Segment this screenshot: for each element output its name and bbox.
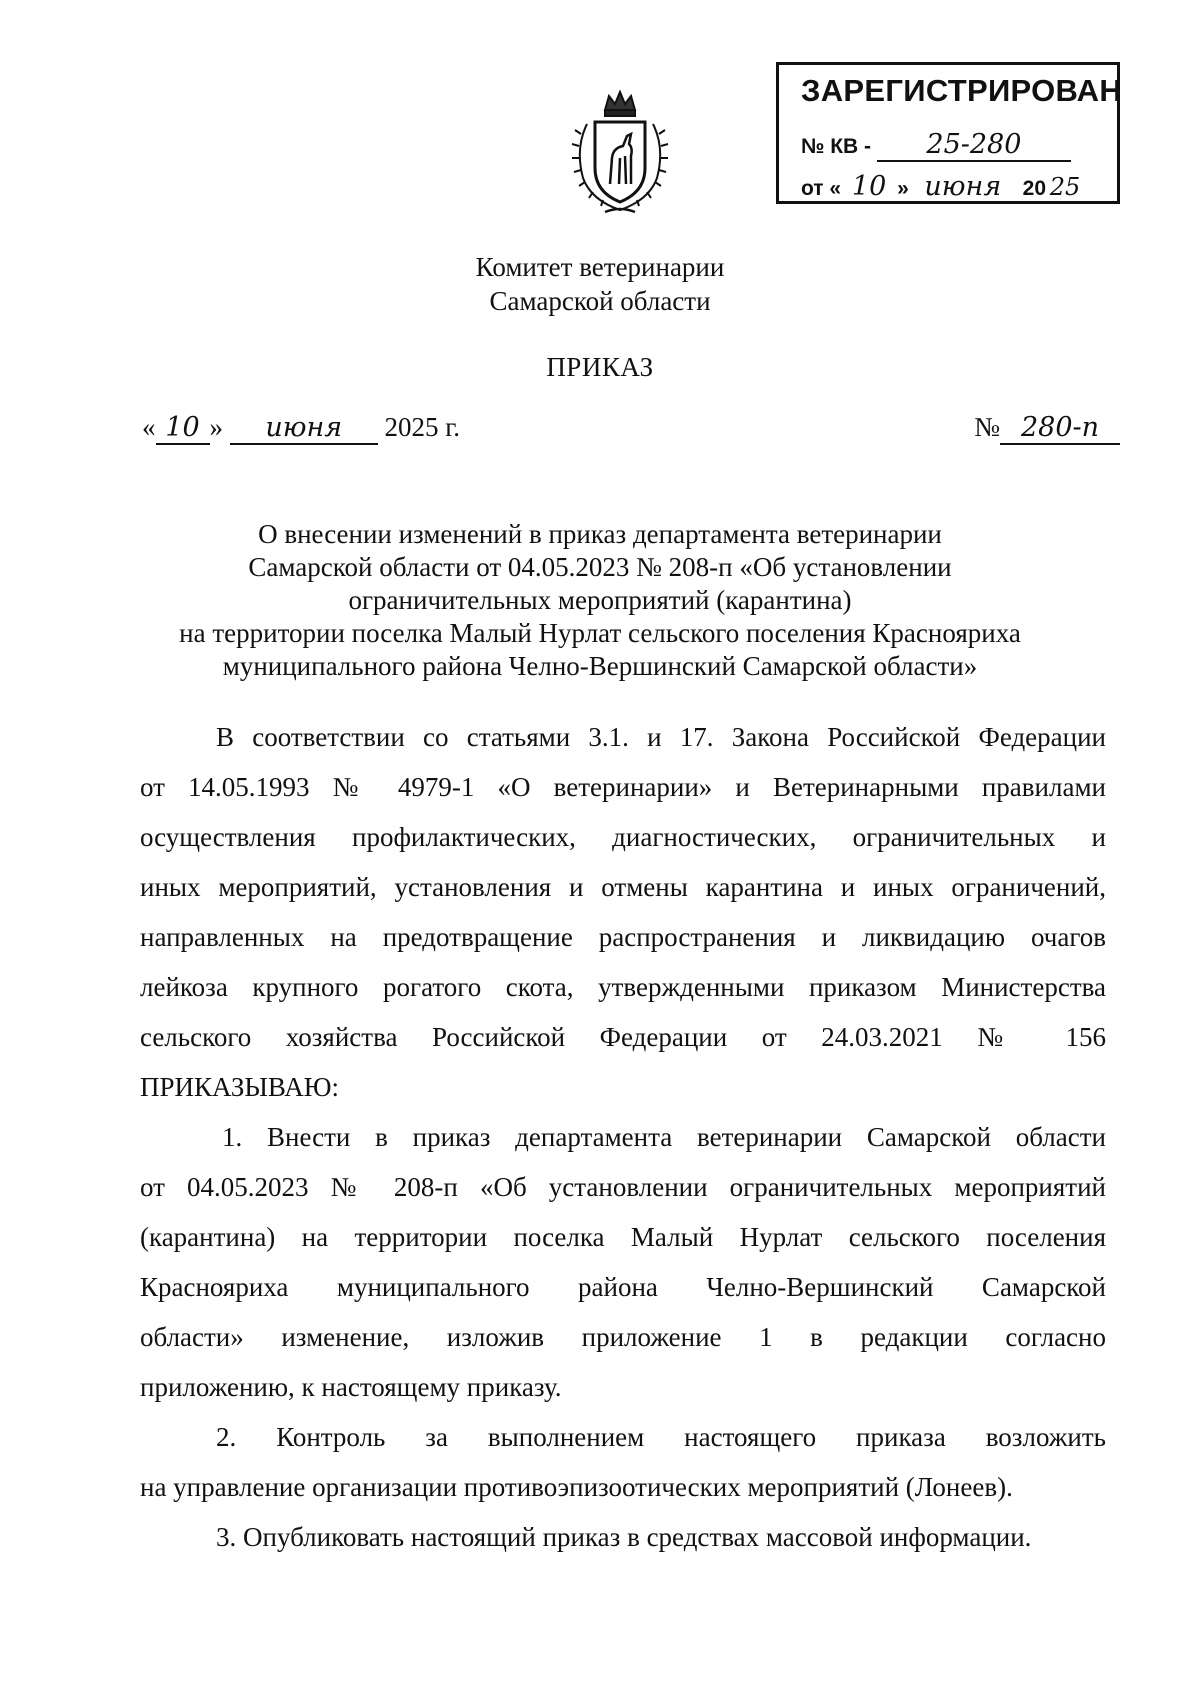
order-date-quote: » <box>209 412 223 442</box>
stamp-kv-number: 25-280 <box>926 129 1022 160</box>
order-command: ПРИКАЗЫВАЮ: <box>140 1072 339 1102</box>
title-line: муниципального района Челно-Вершинский Самарской области» <box>222 651 978 681</box>
body-line: В соответствии со статьями 3.1. и 17. Закона Российской Федерации <box>216 722 1106 752</box>
body-line: (карантина) на территории поселка Малый Нурлат сельского поселения <box>140 1222 1106 1252</box>
body-line: лейкоза крупного рогатого скота, утвержденными приказом Министерства <box>140 972 1106 1002</box>
body-line: приложению, к настоящему приказу. <box>140 1372 562 1402</box>
body-line: иных мероприятий, установления и отмены карантина и иных ограничений, <box>140 872 1106 902</box>
stamp-title: ЗАРЕГИСТРИРОВАН <box>801 73 1123 108</box>
order-number-prefix: № <box>974 412 1000 442</box>
order-number-value: 280-п <box>1020 412 1100 443</box>
order-number <box>974 412 1120 445</box>
order-date-month: июня <box>265 412 343 443</box>
order-item-2 <box>140 1412 1106 1512</box>
body-line: направленных на предотвращение распространения и ликвидацию очагов <box>140 922 1106 952</box>
order-item-3 <box>140 1512 1106 1562</box>
coat-of-arms-icon <box>565 88 675 218</box>
doc-type-heading: ПРИКАЗ <box>546 352 654 382</box>
stamp-date-year-suffix: 25 <box>1049 173 1081 201</box>
body-line: сельского хозяйства Российской Федерации от 24.03.2021 № 156 <box>140 1022 1106 1052</box>
body-line: области» изменение, изложив приложение 1 в редакции согласно <box>140 1322 1106 1352</box>
stamp-date-quote: » <box>897 177 909 200</box>
stamp-date-year-prefix: 20 <box>1022 177 1046 200</box>
order-item-1 <box>140 1112 1106 1412</box>
stamp-date-month: июня <box>924 171 1002 202</box>
order-date-year: 2025 г. <box>384 412 461 442</box>
stamp-kv-row <box>801 129 1071 162</box>
title-line: Самарской области от 04.05.2023 № 208-п «Об установлении <box>248 552 952 582</box>
title-line: на территории поселка Малый Нурлат сельского поселения Краснояриха <box>179 618 1021 648</box>
stamp-date-prefix: от « <box>801 177 842 200</box>
body-line: 3. Опубликовать настоящий приказ в средствах массовой информации. <box>216 1522 1032 1552</box>
order-title <box>120 518 1080 683</box>
stamp-date-day: 10 <box>851 171 887 202</box>
stamp-date-row <box>801 171 1084 204</box>
preamble-paragraph <box>140 712 1106 1112</box>
order-date-day: 10 <box>165 412 200 443</box>
title-line: О внесении изменений в приказ департамента ветеринарии <box>258 519 942 549</box>
registration-stamp <box>776 62 1123 204</box>
body-line: 1. Внести в приказ департамента ветеринарии Самарской области <box>222 1122 1106 1152</box>
body-line: от 04.05.2023 № 208-п «Об установлении ограничительных мероприятий <box>140 1172 1106 1202</box>
body-line: 2. Контроль за выполнением настоящего приказа возложить <box>216 1422 1106 1452</box>
order-date-open: « <box>142 412 156 442</box>
org-name-line1: Комитет ветеринарии <box>475 252 725 282</box>
title-line: ограничительных мероприятий (карантина) <box>348 585 852 615</box>
order-date <box>142 412 460 445</box>
org-name-line2: Самарской области <box>489 286 711 316</box>
body-line: осуществления профилактических, диагностических, ограничительных и <box>140 822 1106 852</box>
body-line: от 14.05.1993 № 4979-1 «О ветеринарии» и Ветеринарными правилами <box>140 772 1106 802</box>
stamp-kv-prefix: № КВ - <box>801 135 872 158</box>
body-line: Краснояриха муниципального района Челно-Вершинский Самарской <box>140 1272 1106 1302</box>
body-line: на управление организации противоэпизоотических мероприятий (Лонеев). <box>140 1472 1013 1502</box>
